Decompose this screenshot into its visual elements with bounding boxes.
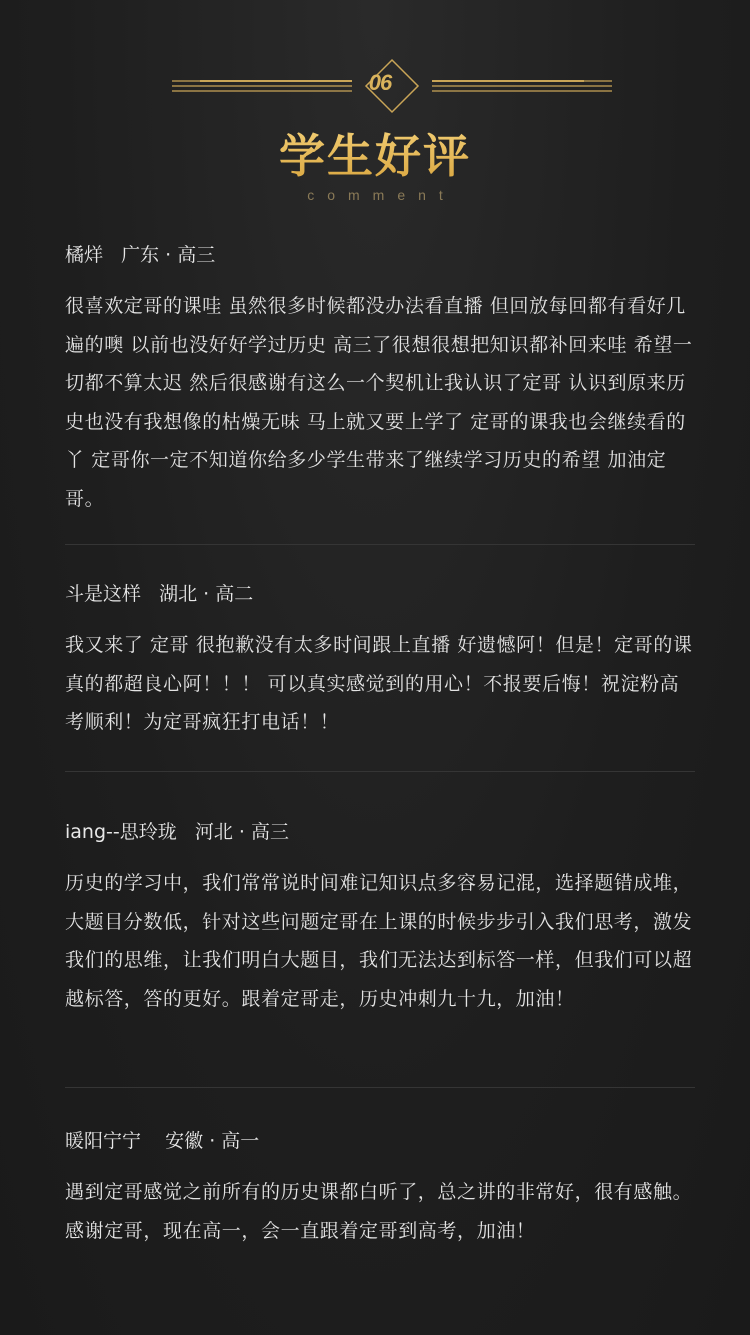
section-number-badge: 06	[368, 70, 392, 95]
review-author: 暖阳宁宁 安徽 · 高一	[65, 1130, 260, 1152]
review-card	[65, 818, 695, 1018]
page-subtitle: comment	[307, 187, 456, 203]
section-header	[0, 0, 750, 215]
review-author: iang--思玲珑 河北 · 高三	[65, 821, 289, 843]
review-author: 斗是这样 湖北 · 高二	[65, 583, 254, 605]
review-text: 历史的学习中，我们常常说时间难记知识点多容易记混，选择题错成堆，大题目分数低，针对这些问题定哥在上课的时候步步引入我们思考，激发我们的思维，让我们明白大题目，我们无法达到标答一样，但我们可以超越标答，答的更好。跟着定哥走，历史冲刺九十九，加油！	[65, 872, 693, 1010]
review-card	[65, 1127, 695, 1250]
divider	[65, 544, 695, 545]
divider	[65, 771, 695, 772]
review-text: 我又来了 定哥 很抱歉没有太多时间跟上直播 好遗憾阿！但是！定哥的课真的都超良心阿！！！ 可以真实感觉到的用心！不报要后悔！祝淀粉高考顺利！为定哥疯狂打电话！！	[65, 634, 693, 733]
page-title: 学生好评	[0, 120, 750, 186]
divider	[65, 1087, 695, 1088]
review-text: 遇到定哥感觉之前所有的历史课都白听了，总之讲的非常好，很有感触。感谢定哥，现在高一，会一直跟着定哥到高考，加油！	[65, 1181, 693, 1242]
review-author: 橘烊 广东 · 高三	[65, 244, 216, 266]
review-card	[65, 241, 695, 518]
review-card	[65, 580, 695, 742]
review-text: 很喜欢定哥的课哇 虽然很多时候都没办法看直播 但回放每回都有看好几遍的噢 以前也没好好学过历史 高三了很想很想把知识都补回来哇 希望一切都不算太迟 然后很感谢有这么一个契机让我认识了定哥 认识到原来历史也没有我想像的枯燥无味 马上就又要上学了 定哥的课我也会继续看的丫 定哥你一定不知道你给多少学生带来了继续学习历史的希望 加油定哥。	[65, 295, 693, 510]
